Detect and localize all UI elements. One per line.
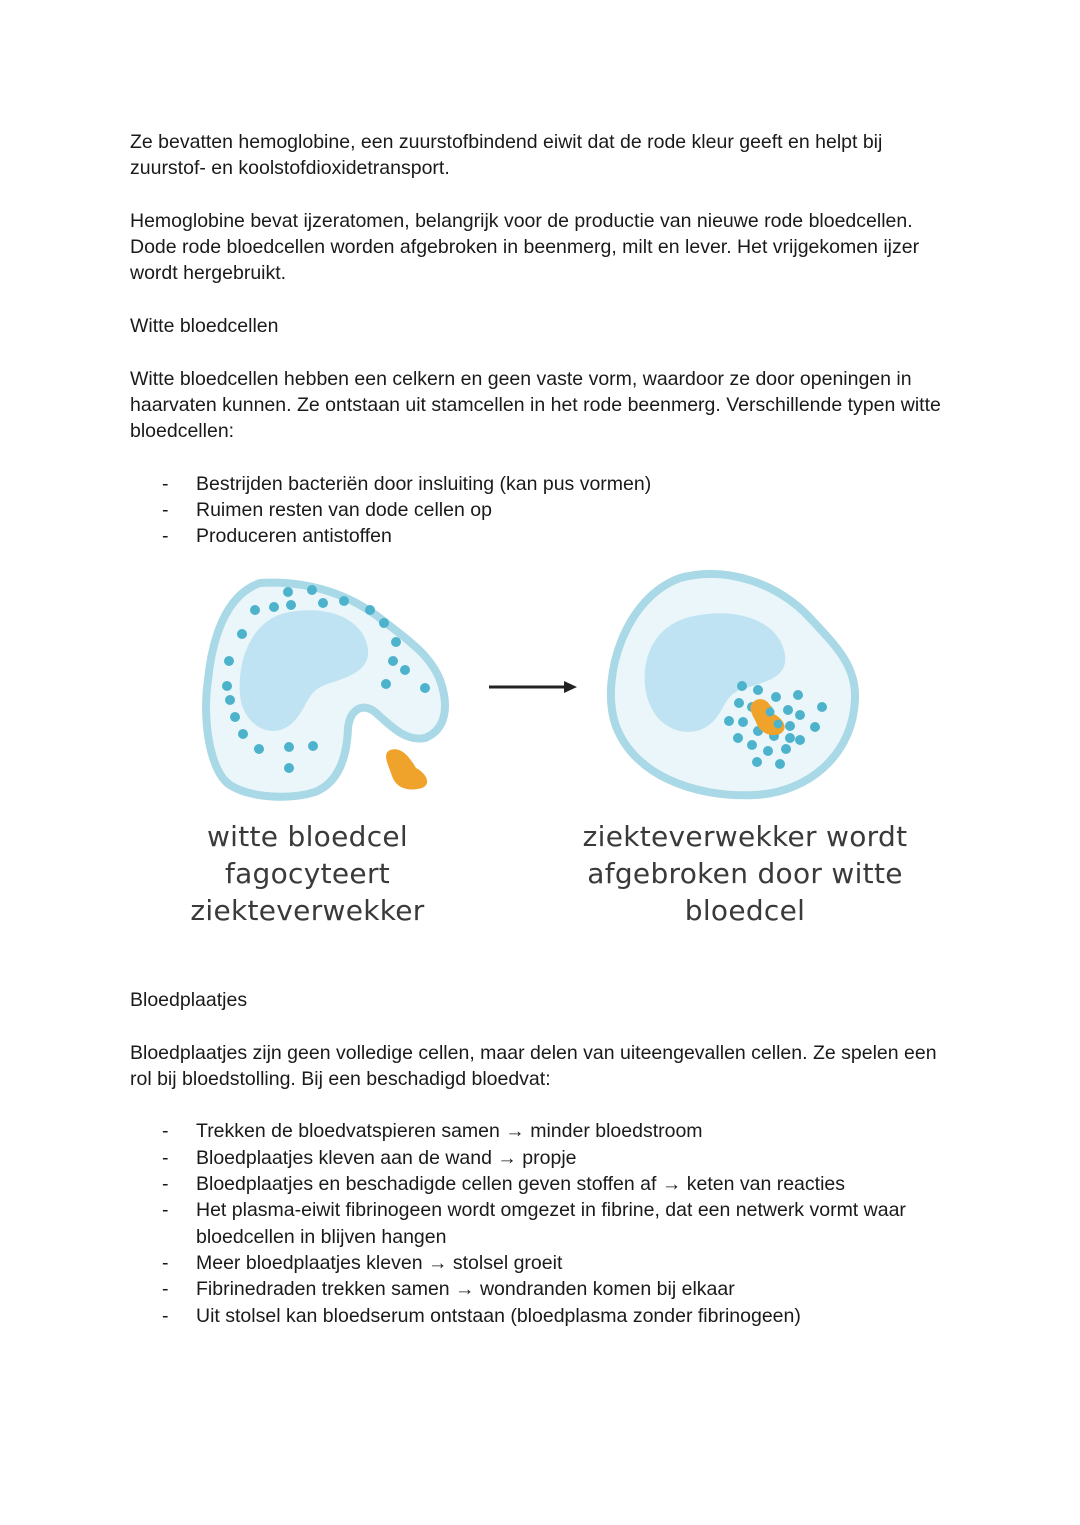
list-item: - Ruimen resten van dode cellen op — [130, 497, 960, 523]
white-cells-heading: Witte bloedcellen — [130, 315, 279, 338]
intro-paragraph-ijzer: Hemoglobine bevat ijzeratomen, belangrijk voor de productie van nieuwe rode bloedcellen. Dode rode bloedcellen worden afgebroken in beenmerg, milt en lever. Het vrijgekomen ijzer wordt hergebruikt. — [130, 209, 920, 285]
list-item: - Produceren antistoffen — [130, 523, 960, 549]
list-item: - Bloedplaatjes en beschadigde cellen geven stoffen af → keten van reacties — [130, 1171, 960, 1197]
list-item: - Fibrinedraden trekken samen → wondranden komen bij elkaar — [130, 1276, 960, 1302]
white-cells-paragraph: Witte bloedcellen hebben een celkern en geen vaste vorm, waardoor ze door openingen in haarvaten kunnen. Ze ontstaan uit stamcellen in het rode beenmerg. Verschillende typen witte bloedcellen: — [130, 367, 941, 443]
list-item: - Uit stolsel kan bloedserum ontstaan (bloedplasma zonder fibrinogeen) — [130, 1303, 960, 1329]
caption-right — [550, 818, 940, 929]
list-item: - Bestrijden bacteriën door insluiting (kan pus vormen) — [130, 471, 960, 497]
list-item: - Trekken de bloedvatspieren samen → minder bloedstroom — [130, 1118, 960, 1144]
caption-left-line1: witte bloedcel fagocyteert — [206, 820, 409, 890]
caption-right-line1: ziekteverwekker wordt — [582, 820, 908, 853]
list-item: - Het plasma-eiwit fibrinogeen wordt omgezet in fibrine, dat een netwerk vormt waar bloedcellen in blijven hangen — [130, 1197, 960, 1250]
caption-left — [140, 818, 475, 929]
list-item: - Bloedplaatjes kleven aan de wand → propje — [130, 1145, 960, 1171]
document-top-section — [130, 129, 960, 550]
platelets-paragraph: Bloedplaatjes zijn geen volledige cellen, maar delen van uiteengevallen cellen. Ze spelen een rol bij bloedstolling. Bij een beschadigd bloedvat: — [130, 1041, 937, 1090]
platelets-list — [130, 1118, 960, 1328]
pathogen-left — [386, 749, 427, 789]
white-blood-cell-left — [206, 583, 445, 797]
white-blood-cell-right — [611, 574, 855, 795]
intro-paragraph-hemoglobine: Ze bevatten hemoglobine, een zuurstofbindend eiwit dat de rode kleur geeft en helpt bij zuurstof- en koolstofdioxidetransport. — [130, 131, 883, 180]
process-arrow — [489, 681, 577, 693]
phagocytosis-figure — [140, 560, 960, 927]
platelets-section — [130, 987, 960, 1329]
white-cells-list — [130, 471, 960, 550]
caption-left-line2: ziekteverwekker — [190, 894, 425, 927]
caption-right-line2: afgebroken door witte bloedcel — [587, 857, 903, 927]
phagocytosis-illustration — [140, 560, 960, 810]
platelets-heading: Bloedplaatjes — [130, 989, 248, 1011]
list-item: - Meer bloedplaatjes kleven → stolsel groeit — [130, 1250, 960, 1276]
